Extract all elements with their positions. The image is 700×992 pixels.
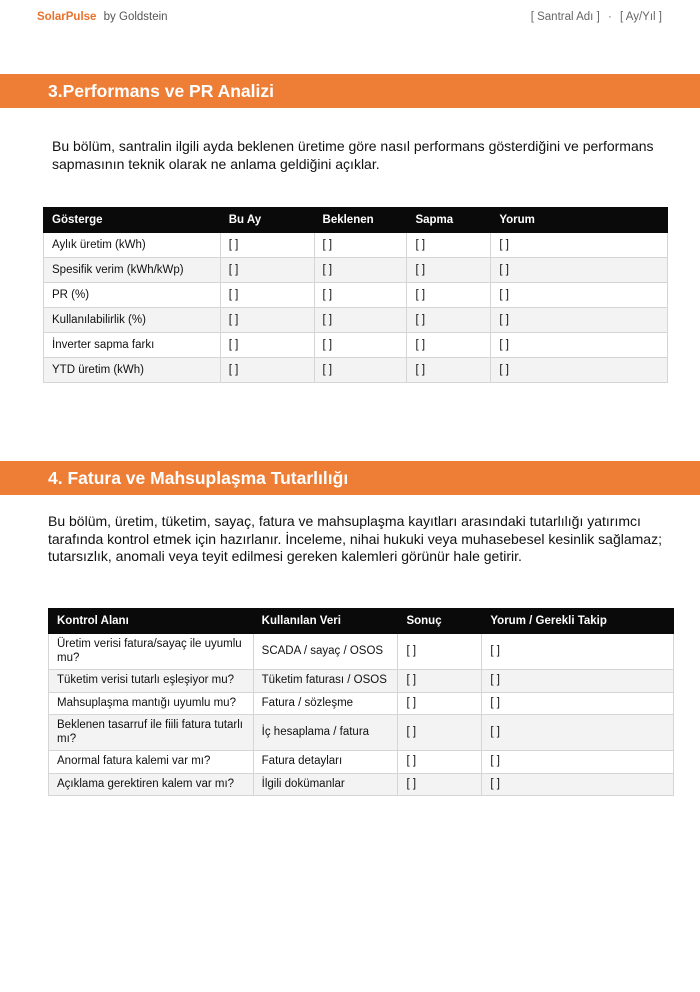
column-header: Kullanılan Veri [253,609,398,634]
table-row [49,773,674,796]
table-row [49,634,674,670]
column-header: Bu Ay [220,208,314,233]
column-header: Sonuç [398,609,482,634]
table-row [44,258,668,283]
comment-cell: [ ] [491,358,668,383]
data-source-cell: İç hesaplama / fatura [253,715,398,751]
value-cell: [ ] [407,283,491,308]
table-row [44,308,668,333]
table-row [49,692,674,715]
comment-cell: [ ] [482,670,674,693]
control-area-cell: Tüketim verisi tutarlı eşleşiyor mu? [49,670,254,693]
comment-cell: [ ] [491,308,668,333]
value-cell: [ ] [314,233,407,258]
brand [37,11,168,23]
table-row [44,358,668,383]
result-cell: [ ] [398,751,482,774]
value-cell: [ ] [314,308,407,333]
result-cell: [ ] [398,715,482,751]
result-cell: [ ] [398,692,482,715]
result-cell: [ ] [398,634,482,670]
value-cell: [ ] [314,258,407,283]
value-cell: [ ] [407,233,491,258]
indicator-cell: YTD üretim (kWh) [44,358,221,383]
control-area-cell: Beklenen tasarruf ile fiili fatura tutarlı mı? [49,715,254,751]
data-source-cell: Tüketim faturası / OSOS [253,670,398,693]
table-row [49,751,674,774]
table-row [44,233,668,258]
comment-cell: [ ] [482,773,674,796]
comment-cell: [ ] [482,715,674,751]
indicator-cell: PR (%) [44,283,221,308]
column-header: Sapma [407,208,491,233]
table-row [49,670,674,693]
brand-byline: by Goldstein [103,11,168,23]
table-row [49,715,674,751]
comment-cell: [ ] [491,283,668,308]
value-cell: [ ] [407,358,491,383]
brand-name: SolarPulse [37,11,97,23]
comment-cell: [ ] [491,258,668,283]
result-cell: [ ] [398,773,482,796]
indicator-cell: Kullanılabilirlik (%) [44,308,221,333]
value-cell: [ ] [220,358,314,383]
page-header [0,0,700,36]
control-area-cell: Anormal fatura kalemi var mı? [49,751,254,774]
column-header: Yorum [491,208,668,233]
comment-cell: [ ] [482,692,674,715]
report-meta [531,11,662,23]
billing-consistency-table [48,608,674,796]
meta-separator: · [607,11,612,23]
value-cell: [ ] [220,283,314,308]
table-row [44,333,668,358]
data-source-cell: Fatura detayları [253,751,398,774]
table-header-row [49,609,674,634]
performance-table [43,207,668,383]
value-cell: [ ] [407,308,491,333]
comment-cell: [ ] [482,634,674,670]
table-header-row [44,208,668,233]
column-header: Yorum / Gerekli Takip [482,609,674,634]
column-header: Beklenen [314,208,407,233]
data-source-cell: SCADA / sayaç / OSOS [253,634,398,670]
value-cell: [ ] [314,358,407,383]
period-placeholder: [ Ay/Yıl ] [620,11,662,23]
indicator-cell: Spesifik verim (kWh/kWp) [44,258,221,283]
column-header: Kontrol Alanı [49,609,254,634]
section-4-heading: 4. Fatura ve Mahsuplaşma Tutarlılığı [0,461,700,495]
value-cell: [ ] [407,333,491,358]
section-4-intro: Bu bölüm, üretim, tüketim, sayaç, fatura ve mahsuplaşma kayıtları arasındaki tutarlılığı yatırımcı tarafında kontrol etmek için hazırlanır. İnceleme, nihai hukuki veya muhasebesel kesinlik sağlamaz; tutarsızlık, anomali veya teyit edilmesi gereken kalemleri görünür hale getirir. [48,513,662,564]
data-source-cell: Fatura / sözleşme [253,692,398,715]
value-cell: [ ] [220,233,314,258]
comment-cell: [ ] [491,333,668,358]
table-row [44,283,668,308]
comment-cell: [ ] [491,233,668,258]
control-area-cell: Mahsuplaşma mantığı uyumlu mu? [49,692,254,715]
control-area-cell: Üretim verisi fatura/sayaç ile uyumlu mu? [49,634,254,670]
value-cell: [ ] [407,258,491,283]
value-cell: [ ] [220,258,314,283]
indicator-cell: Aylık üretim (kWh) [44,233,221,258]
value-cell: [ ] [220,308,314,333]
control-area-cell: Açıklama gerektiren kalem var mı? [49,773,254,796]
value-cell: [ ] [220,333,314,358]
data-source-cell: İlgili dokümanlar [253,773,398,796]
value-cell: [ ] [314,283,407,308]
indicator-cell: İnverter sapma farkı [44,333,221,358]
plant-name-placeholder: [ Santral Adı ] [530,11,600,23]
section-3-heading: 3.Performans ve PR Analizi [0,74,700,108]
value-cell: [ ] [314,333,407,358]
comment-cell: [ ] [482,751,674,774]
result-cell: [ ] [398,670,482,693]
column-header: Gösterge [44,208,221,233]
section-3-intro: Bu bölüm, santralin ilgili ayda beklenen üretime göre nasıl performans gösterdiğini ve performans sapmasının teknik olarak ne anlama geldiğini açıklar. [52,138,654,172]
